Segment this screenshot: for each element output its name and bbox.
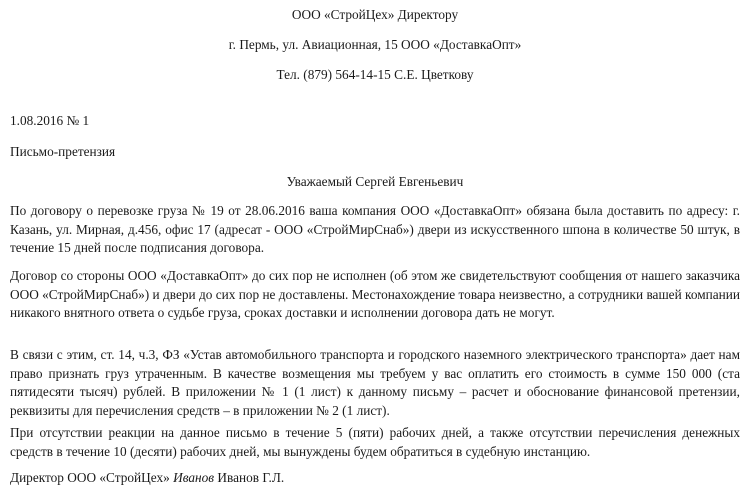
- paragraph-contract: По договору о перевозке груза № 19 от 28.06.2016 ваша компания ООО «ДоставкаОпт» обязана была доставить по адресу: г. Казань, ул. Мирная, д.456, офис 17 (адресат - ООО «СтройМирСнаб») двери из искусственного шпона в количестве 50 штук, в течение 15 дней после подписания договора.: [10, 203, 740, 255]
- paragraph-breach: Договор со стороны ООО «ДоставкаОпт» до сих пор не исполнен (об этом же свидетельствуют сообщения от нашего заказчика ООО «СтройМирСнаб») и двери до сих пор не доставлены. Местонахождение товара неизвестно, а сотрудники вашей компании никакого внятного ответа о судьбе груза, сроках доставки и исполнении договора дать не могут.: [10, 268, 740, 320]
- header-address: г. Пермь, ул. Авиационная, 15 ООО «ДоставкаОпт»: [228, 37, 522, 52]
- header-recipient-company: ООО «СтройЦех» Директору: [291, 7, 459, 22]
- greeting: Уважаемый Сергей Евгеньевич: [286, 174, 464, 189]
- header-phone-recipient: Тел. (879) 564-14-15 С.Е. Цветкову: [276, 67, 474, 82]
- document-type: Письмо-претензия: [10, 144, 116, 159]
- paragraph-warning: При отсутствии реакции на данное письмо в течение 5 (пяти) рабочих дней, а также отсутствии перечисления денежных средств в течение 10 (десяти) рабочих дней, мы вынуждены будем обратиться в судебную инстанцию.: [10, 425, 740, 459]
- paragraph-demand: В связи с этим, ст. 14, ч.3, ФЗ «Устав автомобильного транспорта и городского наземного электрического транспорта» дает нам право признать груз утраченным. В качестве возмещения мы требуем у вас оплатить его стоимость в сумме 150 000 (ста пятидесяти тысяч) рублей. В приложении № 1 (1 лист) к данному письму – расчет и обоснование финансовой претензии, реквизиты для перечисления средств – в приложении № 2 (1 лист).: [10, 347, 740, 418]
- signature-name: Иванов Г.Л.: [217, 470, 285, 485]
- date-number: 1.08.2016 № 1: [10, 113, 90, 128]
- signature-line: [10, 470, 284, 486]
- signature-handwritten: Иванов: [173, 470, 215, 485]
- signature-position: Директор ООО «СтройЦех»: [10, 470, 170, 485]
